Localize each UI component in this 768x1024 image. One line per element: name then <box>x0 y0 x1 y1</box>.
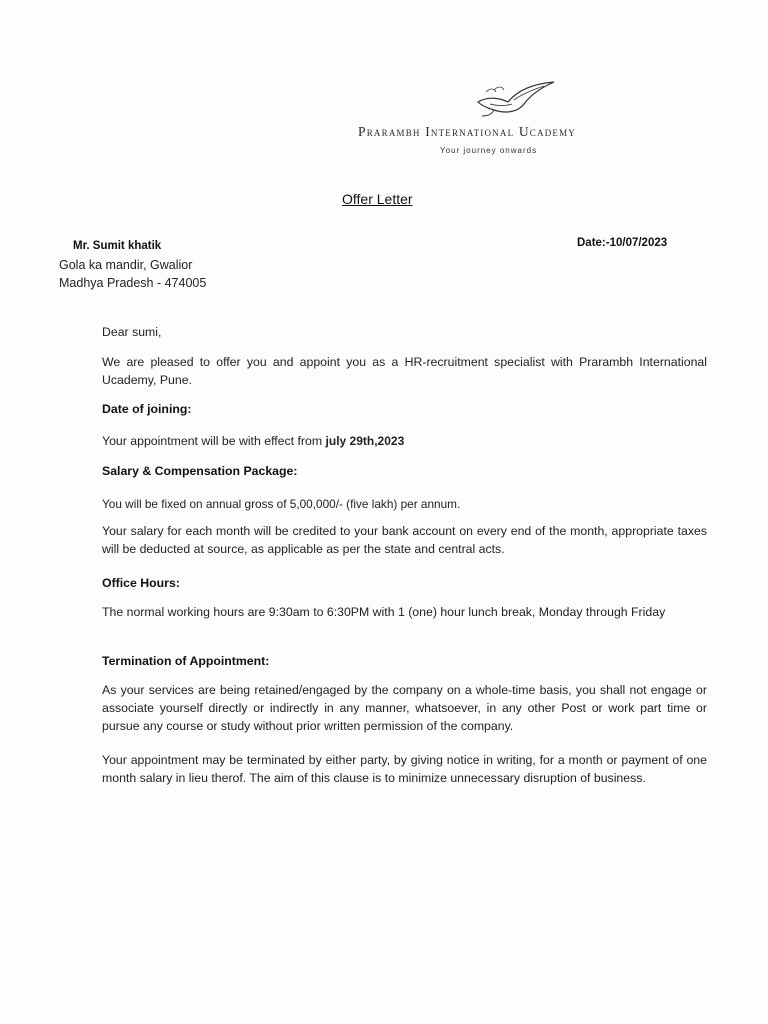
joining-heading: Date of joining: <box>102 402 192 416</box>
salary-paragraph-2: Your salary for each month will be credited to your bank account on every end of the month, appropriate taxes will be deducted at source, as applicable as per the state and central acts. <box>102 524 707 556</box>
termination-heading: Termination of Appointment: <box>102 654 270 668</box>
recipient-name: Mr. Sumit khatik <box>73 240 162 252</box>
letter-date: Date:-10/07/2023 <box>577 237 668 249</box>
joining-text: Your appointment will be with effect from <box>102 434 323 448</box>
joining-paragraph <box>102 432 707 450</box>
dove-icon <box>470 78 560 120</box>
salutation: Dear sumi, <box>102 325 162 339</box>
termination-paragraph-1: As your services are being retained/engaged by the company on a whole-time basis, you shall not engage or associate yourself directly or indirectly in any manner, whatsoever, in any other Post or work part time or pursue any course or study without prior written permission of the company. <box>102 683 707 733</box>
letter-title: Offer Letter <box>342 191 413 207</box>
intro-paragraph: We are pleased to offer you and appoint you as a HR-recruitment specialist with Prarambh International Ucademy, Pune. <box>102 355 707 387</box>
joining-date: july 29th,2023 <box>325 434 405 448</box>
termination-paragraph-2: Your appointment may be terminated by either party, by giving notice in writing, for a month or payment of one month salary in lieu therof. The aim of this clause is to minimize unnecessary disruption of business. <box>102 753 707 785</box>
recipient-address-line2: Madhya Pradesh - 474005 <box>59 276 207 290</box>
office-hours-paragraph: The normal working hours are 9:30am to 6:30PM with 1 (one) hour lunch break, Monday through Friday <box>102 605 666 619</box>
organization-name: Prarambh International Ucademy <box>358 124 577 139</box>
salary-heading: Salary & Compensation Package: <box>102 464 298 478</box>
office-hours-heading: Office Hours: <box>102 576 180 590</box>
recipient-address-line1: Gola ka mandir, Gwalior <box>59 258 193 272</box>
organization-tagline: Your journey onwards <box>440 146 538 155</box>
salary-paragraph-1: You will be fixed on annual gross of 5,00,000/- (five lakh) per annum. <box>102 497 461 511</box>
